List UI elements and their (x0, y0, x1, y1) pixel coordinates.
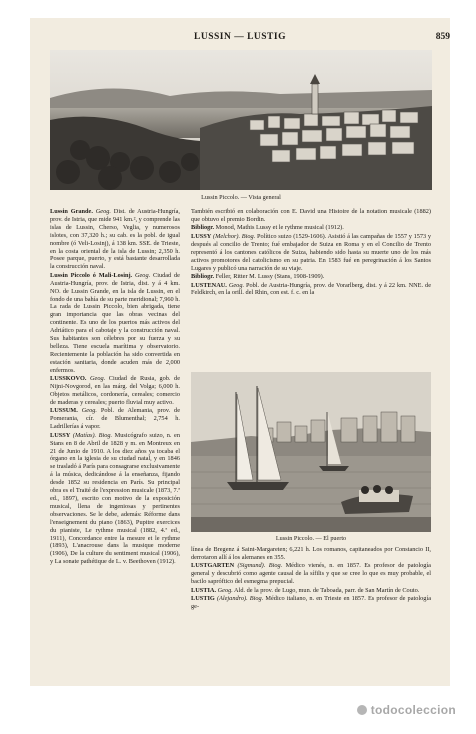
entry-text: Ciudad de Rusia, gob. de Nijni-Novgorod, en las márg. del Volga; 6,000 h. Objetos metálicos, cordonería, cereales; comercio de maderas y cereales; puerto fluvial muy activo. (50, 375, 180, 406)
page (30, 18, 450, 686)
left-column-entry (50, 375, 180, 407)
right-column-entry (191, 273, 431, 281)
entry-headword: LUSSY (50, 431, 71, 439)
right-column-entry (191, 224, 431, 232)
page-number: 859 (435, 32, 450, 42)
entry-headword: LUSTENAU. (191, 281, 227, 289)
entry-headword: LUSTGARTEN (191, 562, 235, 570)
entry-text: línea de Bregenz á Saint-Margareten; 6,221 h. Los romanos, capitaneados por Constancio II, derrotaron allí á los alemanes en 355. (191, 546, 431, 561)
photo-lussin-general-view (50, 50, 432, 190)
entry-text: Pobl. de Alemania, prov. de Pomerania, cír. de Blumenthal; 2,754 h. Ladrillerías á vapor. (50, 407, 180, 431)
entry-text: Político suizo (1529-1606). Asistió á las campañas de 1557 y 1573 y después al concilio de Trento; fué embajador de Suiza en Roma y en el Concilio de Trento representó á los cantones católicos de Suiza, habiendo sido hasta su muerte uno de los más activos promotores del catolicismo en su patria. En 1583 fué en peregrinación á los Santos Lugares y publicó una narración de su viaje. (191, 232, 431, 272)
entry-headword: LUSTIA. (191, 586, 217, 594)
harbour-boats-photo (191, 372, 431, 532)
running-header (30, 32, 450, 44)
left-column-entry (50, 432, 180, 566)
left-column-entry (50, 272, 180, 375)
right-column-entry (191, 282, 431, 298)
entry-label: Geog. (216, 586, 233, 594)
entry-headword: LUSTIG (191, 595, 215, 603)
right-text-column (191, 208, 431, 298)
entry-text: Ald. de la prov. de Lugo, mun. de Taboada, parr. de San Martín de Couto. (232, 586, 420, 594)
caption-harbour: Lussin Piccolo. — El puerto (275, 535, 347, 542)
entry-text: Monod, Mathis Lussy et le rythme musical (1912). (214, 224, 344, 232)
photo-lussin-harbour (191, 372, 431, 532)
entry-headword: LUSSUM. (50, 407, 78, 415)
entry-label: Geog. (226, 281, 245, 289)
entry-label: (Melchor). Biog. (211, 232, 256, 240)
entry-text: Médico vienés, n. en 1857. Es profesor de patología general y descubrió como agente causal de la sífilis y que se cree lo que es muy probable, el bacilo sapróftico del esmegma prepucial. (191, 562, 431, 586)
entry-label: Geog. (132, 271, 151, 279)
bottom-right-column-entry (191, 595, 431, 611)
watermark-text: todocoleccion (370, 703, 456, 717)
bottom-right-text-column (191, 546, 431, 612)
entry-headword: LUSSKOVO. (50, 375, 87, 383)
entry-headword: Lussin Piccolo ó Mali-Losinj. (50, 271, 133, 279)
entry-text: Dist. de Austria-Hungría, prov. de Istria, que mide 941 km.², y comprende las islas de Lussin, Cherso, Veglia, y numerosos islotes, con 37,320 h.; su cab. es la pobl. de igual nombre (ó Veli-Losinj), á 138 km. SSE. de Trieste, en la costa oriental de la isla de Lussin; 2,350 h. Posee parque, puerto, y está bastante desarrollada la construcción naval. (50, 208, 180, 271)
entry-label: (Matías). Biog. (70, 431, 113, 439)
entry-text: Médico italiano, n. en Trieste en 1857. Es profesor de patología ge- (191, 595, 431, 611)
brand-dot-icon (357, 705, 367, 715)
bottom-right-column-entry (191, 562, 431, 586)
entry-label: Geog. (86, 375, 106, 383)
caption-general-view: Lussin Piccolo. — Vista general (201, 194, 281, 201)
entry-text: Musicógrafo suizo, n. en Stans en 8 de Abril de 1828 y m. en Montreux en 21 de Junio de 1910. A los diez años ya tocaba el órgano en la iglesia de su ciudad natal, y en 1846 se trasladó á París para consagrarse exclusivamente á la música, dedicándose á la enseñanza, fijando desde 1852 su residencia en París. Su principal obra es el Traité de l'expression musicale (1873, 7.ª ed., 1897), escrito con motivo de la exposición musical, llena de ingeniosas y pertinentes observaciones. Se le debe, además: Réforme dans l'enseignement du piano (1863), Pupitre exercices du pianiste, Le rythme musical (1882, 4.ª ed., 1911), Concordance entre la mesure et le rythme (1893), L'anacrouse dans la musique moderne (1906), De la culture du sentiment musical (1906), y La sonate pathétique de L. v. Beethoven (1912). (50, 431, 180, 566)
entry-label: Geog. (92, 208, 111, 215)
left-text-column (50, 208, 180, 567)
entry-headword: Bibliogr. (191, 224, 215, 232)
entry-headword: Lussin Grande. (50, 208, 93, 215)
bottom-right-column-entry (191, 546, 431, 562)
left-column-entry (50, 407, 180, 431)
header-title: LUSSIN — LUSTIG (194, 32, 286, 42)
entry-text: Feller, Ritter M. Lussy (Stans, 1908-1909). (214, 273, 325, 281)
entry-text: También escribió en colaboración con E. David una Histoire de la notation musicale (1882) que obtuvo el premio Bordin. (191, 208, 431, 223)
watermark-strip (0, 688, 476, 734)
bottom-right-column-entry (191, 587, 431, 595)
entry-label: (Alejandro). Biog. (214, 595, 264, 603)
harbour-town-photo (50, 50, 432, 190)
entry-headword: LUSSY (191, 232, 212, 240)
entry-headword: Bibliogr. (191, 273, 215, 281)
entry-text: Pobl. de Austria-Hungría, prov. de Vorarlberg, dist. y á 22 km. NNE. de Feldkirch, en la orill. del Rhin, con est. f. c. en la (191, 281, 431, 297)
entry-text: Ciudad de Austria-Hungría, prov. de Istria, dist. y á 4 km. NO. de Lussin Grande, en la isla de Lussin, en el fondo de una bahía de su parte meridional; 7,960 h. La rada de Lussin Piccolo, bien abrigada, tiene gran importancia que las obras vecinas del continente. Es uno de los puertos más activos del Adriático para el cabotaje y la construcción naval. Sus habitantes son célebres por su fuerza y su belleza. Tiene escuela marítima y observatorio. Recientemente la población ha sido convertida en estación sanitaria, donde acuden más de 2,000 enfermos. (50, 271, 180, 374)
todocoleccion-watermark (357, 703, 456, 719)
left-column-entry (50, 208, 180, 271)
right-column-entry (191, 208, 431, 224)
entry-label: (Sigmund). Biog. (234, 562, 283, 570)
right-column-entry (191, 233, 431, 273)
entry-label: Geog. (77, 407, 97, 415)
